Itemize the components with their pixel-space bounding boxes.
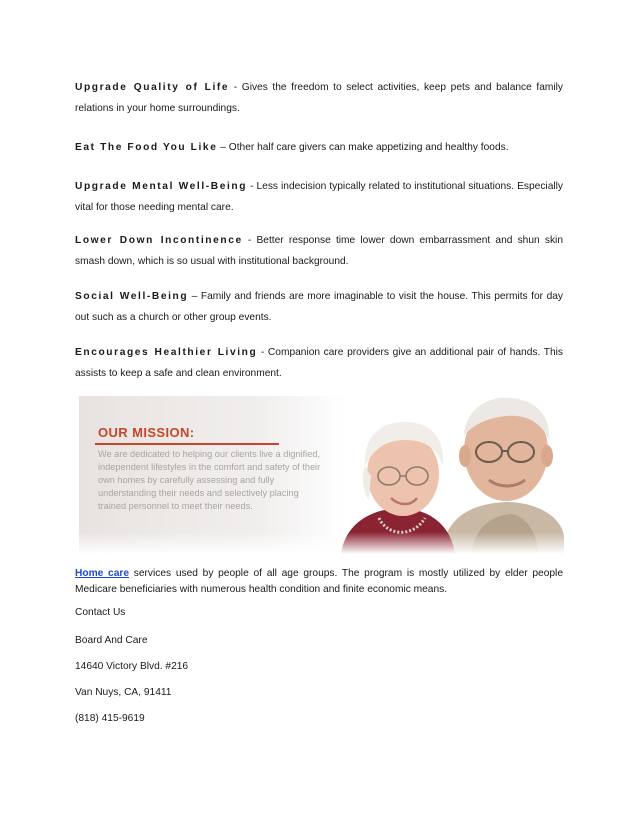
benefit-title: Lower Down Incontinence: [75, 235, 243, 246]
contact-street: 14640 Victory Blvd. #216: [75, 661, 189, 672]
mission-title: OUR MISSION:: [98, 425, 195, 440]
benefit-healthier-living: [75, 342, 563, 384]
benefit-text: - Better response time lower down embarrassment and shun skin smash down, which is so usual with institutional background.: [75, 235, 563, 267]
benefit-title: Upgrade Mental Well-Being: [75, 181, 248, 192]
benefit-title: Upgrade Quality of Life: [75, 82, 230, 93]
benefit-social-well-being: [75, 286, 563, 328]
benefit-text: - Companion care providers give an additional pair of hands. This assists to keep a safe and clean environment.: [75, 347, 563, 379]
elderly-couple-photo: [321, 396, 564, 554]
benefit-mental-well-being: [75, 176, 563, 218]
home-care-link[interactable]: Home care: [75, 568, 129, 579]
benefit-text: – Family and friends are more imaginable to visit the house. This permits for day out such as a church or other group events.: [75, 291, 563, 323]
contact-heading: Contact Us: [75, 607, 126, 618]
benefit-title: Eat The Food You Like: [75, 142, 218, 153]
contact-name: Board And Care: [75, 635, 148, 646]
benefit-text: – Other half care givers can make appetizing and healthy foods.: [217, 142, 509, 153]
benefit-title: Social Well-Being: [75, 291, 189, 302]
home-care-text: services used by people of all age groups. The program is mostly utilized by elder people Medicare beneficiaries with numerous health condition and finite economic means.: [75, 568, 563, 595]
contact-phone: (818) 415-9619: [75, 713, 145, 724]
benefit-food: [75, 137, 563, 158]
benefit-incontinence: [75, 230, 563, 272]
benefit-title: Encourages Healthier Living: [75, 347, 258, 358]
banner-fade: [79, 532, 564, 554]
mission-divider: [95, 443, 279, 445]
benefit-text: - Less indecision typically related to institutional situations. Especially vital for those needing mental care.: [75, 181, 563, 213]
contact-city: Van Nuys, CA, 91411: [75, 687, 172, 698]
home-care-paragraph: [75, 566, 563, 598]
mission-text: We are dedicated to helping our clients live a dignified, independent lifestyles in the comfort and safety of their own homes by carefully assessing and fully understanding their needs and selectively placing trained personnel to meet their needs.: [98, 449, 321, 511]
benefit-quality-of-life: [75, 77, 563, 119]
benefit-text: - Gives the freedom to select activities, keep pets and balance family relations in your home surroundings.: [75, 82, 563, 114]
mission-banner: [79, 396, 564, 554]
